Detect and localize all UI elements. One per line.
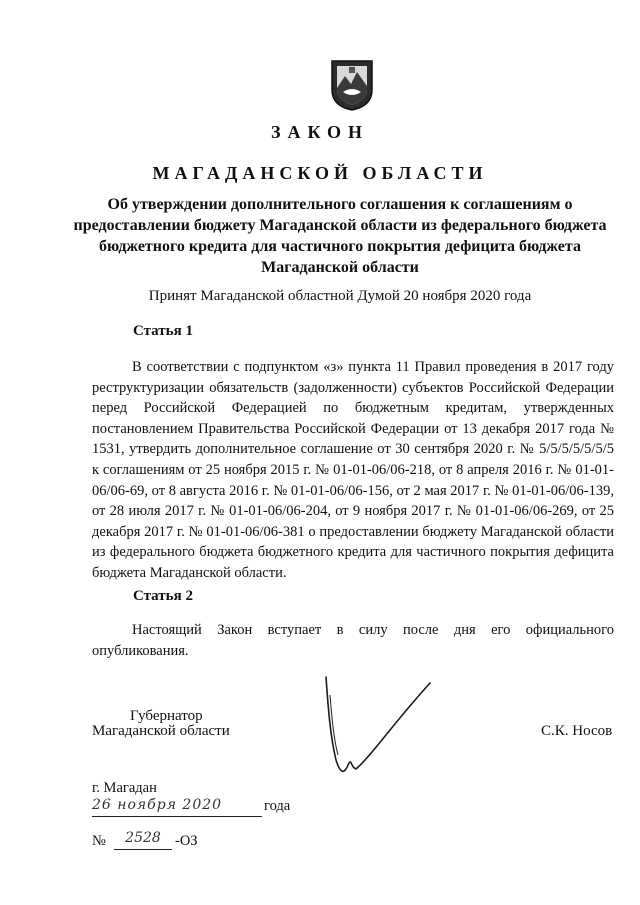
- adoption-line: Принят Магаданской областной Думой 20 ноября 2020 года: [148, 288, 532, 304]
- law-title: ЗАКОН: [270, 122, 370, 142]
- number-sign: №: [92, 833, 106, 849]
- region-title: МАГАДАНСКОЙ ОБЛАСТИ: [152, 163, 488, 183]
- date-suffix: года: [264, 798, 291, 814]
- governor-signature: [312, 665, 442, 785]
- law-subject: Об утверждении дополнительного соглашения к соглашениям о предоставлении бюджету Магаданской области из федерального бюджета бюджетного кредита для частичного покрытия дефицита бюджета Магаданской области: [73, 196, 607, 276]
- article-2-heading: Статья 2: [133, 588, 193, 604]
- article-2-text: Настоящий Закон вступает в силу после дня его официального опубликования.: [92, 622, 614, 659]
- law-number-suffix: -ОЗ: [175, 833, 198, 849]
- city: г. Магадан: [92, 780, 157, 796]
- coat-of-arms-icon: [329, 58, 375, 112]
- handwritten-date: 26 ноября 2020: [92, 794, 262, 817]
- governor-region: Магаданской области: [92, 723, 230, 739]
- handwritten-law-number: 2528: [114, 827, 172, 850]
- governor-name: С.К. Носов: [541, 723, 613, 739]
- article-1-text: В соответствии с подпунктом «з» пункта 11 Правил проведения в 2017 году реструктуризации обязательств (задолженности) субъектов Российской Федерации перед Российской Федерацией по бюджетным кредитам, утвержденных постановлением Правительства Российской Федерации от 13 декабря 2017 года № 1531, утвердить дополнительное соглашение от 30 сентября 2020 г. № 5/5/5/5/5/5/5 к соглашениям от 25 ноября 2015 г. № 01-01-06/06-218, от 8 апреля 2016 г. № 01-01-06/06-69, от 8 августа 2016 г. № 01-01-06/06-156, от 2 мая 2017 г. № 01-01-06/06-139, от 28 июля 2017 г. № 01-01-06/06-204, от 9 ноября 2017 г. № 01-01-06/06-269, от 25 декабря 2017 г. № 01-01-06/06-381 о предоставлении бюджету Магаданской области из федерального бюджета бюджетного кредита для частичного покрытия дефицита бюджета Магаданской области.: [92, 359, 614, 581]
- governor-title: Губернатор: [130, 708, 203, 724]
- article-1-heading: Статья 1: [133, 323, 193, 339]
